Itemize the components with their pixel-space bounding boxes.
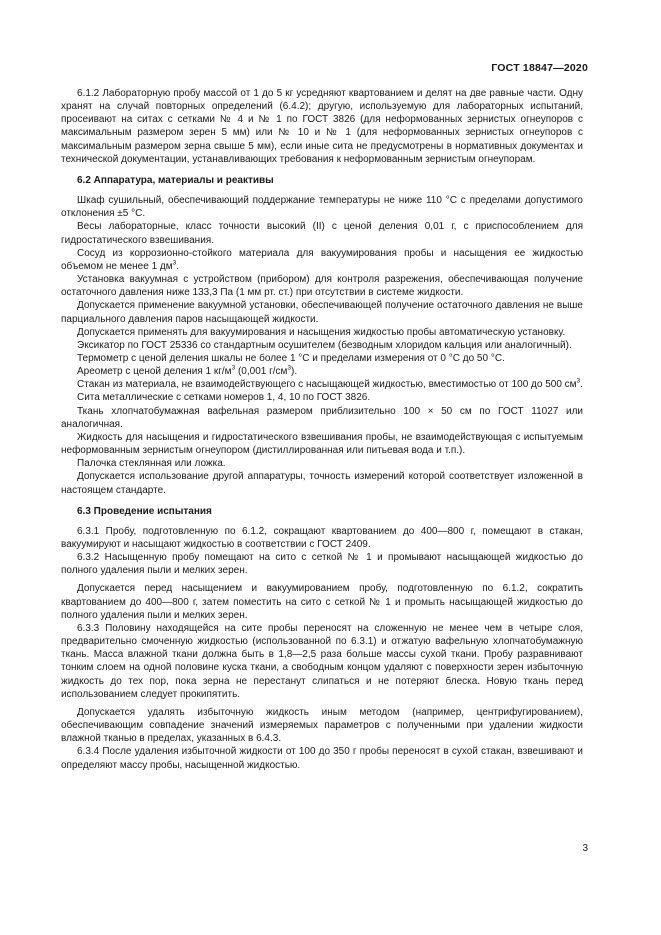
paragraph-fabric: Ткань хлопчатобумажная вафельная размером приблизительно 100 × 50 см по ГОСТ 11027 или аналогичная. (61, 405, 583, 430)
paragraph-beaker: Стакан из материала, не взаимодействующего с насыщающей жидкостью, вместимостью от 100 до 500 $см^3$. (77, 377, 583, 391)
paragraph-6-3-2: 6.3.2 Насыщенную пробу помещают на сито с сеткой № 1 и промывают насыщающей жидкостью до полного удаления пыли и мелких зерен. (61, 552, 583, 577)
paragraph-liquid: Жидкость для насыщения и гидростатического взвешивания пробы, не взаимодействующая с испытуемым неформованным зернистым огнеупором (дистиллированная или питьевая вода и т.п.). (61, 431, 583, 457)
paragraph-glass-rod: Палочка стеклянная или ложка. (77, 458, 226, 470)
paragraph-6-3-1: 6.3.1 Пробу, подготовленную по 6.1.2, сокращают квартованием до 400—800 г, помещают в стакан, вакуумируют и насыщают жидкостью в соответствии с ГОСТ 2409. (61, 525, 583, 550)
paragraph-desiccator: Эксикатор по ГОСТ 25336 со стандартным осушителем (безводным хлоридом кальция или аналогичный). (77, 339, 572, 351)
paragraph-vessel: Сосуд из коррозионно-стойкого материала для вакуумирования пробы и насыщения ее жидкостью объемом не менее 1 $дм^3$. (61, 247, 583, 272)
paragraph-areometer: Ареометр с ценой деления 1 $кг/м^3$ (0,001 $г/см^3$). (77, 364, 298, 378)
paragraph-6-3-2-alt: Допускается перед насыщением и вакуумированием пробу, подготовленную по 6.1.2, сократить квартованием до 400—800 г, затем поместить на сито с сеткой № 1 и промыть насыщающей жидкостью до полного удаления пыли и мелких зерен. (61, 583, 583, 621)
paragraph-6-3-3: 6.3.3 Половину находящейся на сите пробы переносят на сложенную не менее чем в четыре слоя, предварительно смоченную жидкостью (использованной по 6.3.1) и отжатую вафельную хлопчатобумажную ткань. Масса влажной ткани должна быть в 1,8—2,5 раза больше массы сухой ткани. Пробу разравнивают тонким слоем на одной половине куска ткани, а свободным концом удаляют с поверхности зерен избыточную жидкость до тех пор, пока зерна не перестанут слипаться и не потеряют блеска. Новую ткань перед использованием следует прокипятить. (61, 622, 583, 700)
paragraph-drying-oven: Шкаф сушильный, обеспечивающий поддержание температуры не ниже 110 °С с пределами допустимого отклонения ±5 °С. (61, 195, 583, 220)
paragraph-6-3-3-alt: Допускается удалять избыточную жидкость иным методом (например, центрифугированием), обеспечивающим совпадение значений измеряемых параметров с полученными при удалении жидкости влажной тканью в пределах, указанных в 6.4.3. (61, 706, 583, 745)
paragraph-other-apparatus: Допускается использование другой аппаратуры, точность измерений которой соответствует изложенной в настоящем стандарте. (61, 471, 583, 496)
paragraph-auto-unit: Допускается применять для вакуумирования и насыщения жидкостью пробы автоматическую установку. (77, 326, 566, 338)
paragraph-vacuum-unit: Установка вакуумная с устройством (прибором) для контроля разрежения, обеспечивающая получение остаточного давления ниже 133,3 Па (1 мм рт. ст.) при отсутствии в системе жидкости. (61, 274, 583, 299)
document-body (61, 87, 583, 772)
page-number: 3 (582, 843, 588, 854)
paragraph-vacuum-alt: Допускается применение вакуумной установки, обеспечивающей получение остаточного давления не выше парциального давления паров насыщающей жидкости. (61, 300, 583, 325)
standard-number: ГОСТ 18847—2020 (491, 62, 588, 74)
section-heading-6-2: 6.2 Аппаратура, материалы и реактивы (77, 174, 274, 186)
paragraph-thermometer: Термометр с ценой деления шкалы не более 1 °С и пределами измерения от 0 °С до 50 °С. (77, 352, 505, 364)
section-heading-6-3: 6.3 Проведение испытания (77, 505, 212, 517)
paragraph-6-3-4: 6.3.4 После удаления избыточной жидкости от 100 до 350 г пробы переносят в сухой стакан, взвешивают и определяют массу пробы, насыщенной жидкостью. (61, 746, 583, 771)
paragraph-6-1-2: 6.1.2 Лабораторную пробу массой от 1 до 5 кг усредняют квартованием и делят на две равные части. Одну хранят на случай повторных определений (6.4.2); другую, используемую для лабораторных испытаний, просеивают на ситах с сетками № 4 и № 1 по ГОСТ 3826 (для неформованных зернистых огнеупоров с максимальным размером зерен 5 мм) или № 10 и № 1 (для неформованных зернистых огнеупоров с максимальным размером зерна свыше 5 мм), если иные сита не предусмотрены в нормативных документах и технической документации, устанавливающих требования к неформованным зернистым огнеупорам. (61, 88, 583, 165)
paragraph-sieves: Сита металлические с сетками номеров 1, 4, 10 по ГОСТ 3826. (77, 392, 371, 404)
paragraph-scales: Весы лабораторные, класс точности высокий (II) с ценой деления 0,01 г, с приспособлением для гидростатического взвешивания. (61, 221, 583, 246)
